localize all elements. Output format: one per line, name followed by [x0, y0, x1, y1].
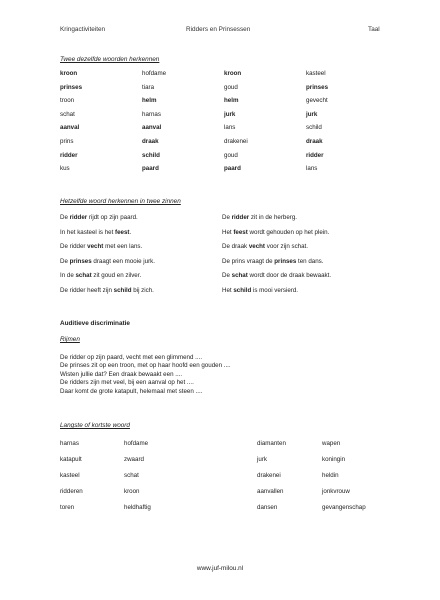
word-cell: drakenei [257, 472, 281, 479]
sentence-right [222, 214, 297, 222]
word-cell: draak [306, 138, 323, 145]
word-cell: paard [224, 165, 241, 173]
section1-title: Twee dezelfde woorden herkennen [60, 56, 160, 63]
rhyme-line: Wisten jullie dat? Een draak bewaakt een .... [60, 370, 183, 378]
sentence-text: wordt door de draak bewaakt. [247, 272, 332, 280]
sentence-text: In het kasteel is het [60, 228, 116, 236]
keyword: schild [113, 287, 132, 294]
header-center: Ridders en Prinsessen [186, 26, 251, 33]
sentence-right [222, 243, 308, 251]
word-cell: helm [142, 97, 157, 105]
rhyme-line: De prinses zit op een troon, met op haar hoofd een gouden .... [60, 362, 231, 370]
section3-subtitle: Rijmen [60, 336, 80, 343]
sentence-text: De [60, 257, 70, 265]
word-cell: schild [306, 124, 322, 132]
sentence-left [60, 287, 154, 295]
keyword: feest [115, 228, 130, 236]
word-cell: heldhaftig [124, 504, 151, 511]
keyword: schild [233, 287, 252, 294]
sentence-text: draagt een mooie jurk. [91, 257, 155, 265]
word-cell: toren [60, 504, 75, 511]
word-cell: kroon [60, 70, 78, 77]
rhyme-line: Daar komt de grote katapult, helemaal met steen .... [60, 387, 203, 395]
sentence-text: De ridder heeft zijn [60, 287, 114, 294]
word-cell: tiara [142, 83, 155, 91]
word-cell: gevangenschap [322, 504, 366, 511]
keyword: prinses [69, 257, 92, 265]
word-cell: jurk [257, 456, 267, 463]
section2-title: Hetzelfde woord herkennen in twee zinnen [60, 198, 181, 205]
sentence-text: rijdt op zijn paard. [87, 214, 138, 221]
word-cell: lans [306, 165, 318, 173]
word-cell: prins [60, 138, 74, 145]
word-cell: heldin [322, 472, 339, 479]
word-cell: jonkvrouw [322, 488, 350, 495]
word-cell: paard [142, 165, 159, 173]
sentence-left [60, 229, 131, 237]
word-cell: ridderen [60, 488, 83, 495]
keyword: feest [233, 228, 248, 236]
word-cell: ridder [60, 151, 78, 159]
sentence-text: Het [222, 287, 234, 294]
sentence-text: De ridder [60, 243, 88, 251]
sentence-right [222, 287, 298, 295]
word-cell: zwaard [124, 456, 144, 463]
sentence-text: De prins vraagt de [222, 257, 275, 265]
keyword: prinses [274, 257, 297, 265]
word-cell: katapult [60, 456, 82, 463]
word-cell: schild [142, 151, 160, 159]
keyword: vecht [87, 243, 104, 251]
sentence-text: zit goud en zilver. [91, 272, 142, 280]
sentence-text: wordt gehouden op het plein. [247, 228, 330, 236]
word-cell: helm [224, 97, 239, 105]
word-cell: ridder [306, 151, 324, 159]
word-cell: schat [124, 472, 139, 479]
sentence-left [60, 258, 155, 266]
word-cell: gevecht [306, 97, 328, 105]
sentence-text: zit in de herberg. [249, 214, 297, 221]
word-cell: diamanten [257, 440, 286, 447]
sentence-text: . [129, 228, 132, 236]
word-cell: kus [60, 165, 70, 173]
sentence-text: ten dans. [296, 257, 324, 265]
word-cell: goud [224, 83, 238, 91]
word-cell: wapen [322, 440, 341, 447]
word-cell: hofdame [124, 440, 149, 447]
sentence-text: De [60, 214, 70, 221]
word-cell: jurk [306, 110, 318, 118]
keyword: ridder [69, 214, 88, 221]
word-cell: prinses [60, 83, 83, 91]
sentence-right [222, 229, 329, 237]
sentence-text: De draak [222, 243, 249, 251]
word-cell: dansen [257, 504, 278, 511]
sentence-text: bij zich. [131, 287, 154, 294]
keyword: vecht [248, 243, 265, 251]
word-cell: kasteel [306, 70, 326, 77]
word-cell: aanval [142, 124, 162, 132]
word-cell: aanval [60, 124, 80, 132]
word-cell: kroon [124, 488, 140, 495]
word-cell: schat [60, 110, 75, 118]
section4-title: Langste of kortste woord [60, 422, 130, 429]
word-cell: harnas [142, 110, 161, 118]
word-cell: troon [60, 97, 75, 105]
word-cell: draak [142, 138, 159, 145]
word-cell: koningin [322, 456, 346, 463]
header-right: Taal [368, 26, 380, 33]
word-cell: kasteel [60, 472, 80, 479]
rhyme-line: De ridders zijn met veel, bij een aanval op het .... [60, 379, 194, 387]
word-cell: prinses [306, 83, 329, 91]
sentence-left [60, 214, 138, 222]
sentence-text: Het [222, 228, 234, 236]
sentence-text: met een lans. [103, 243, 143, 251]
word-cell: harnas [60, 440, 79, 447]
word-cell: kroon [224, 70, 242, 77]
word-cell: drakenei [224, 138, 248, 145]
keyword: schat [231, 272, 248, 280]
word-cell: hofdame [142, 70, 167, 77]
sentence-text: is mooi versierd. [251, 287, 299, 294]
word-cell: aanvallen [257, 488, 284, 495]
footer-url: www.juf-milou.nl [196, 565, 244, 572]
word-cell: jurk [224, 110, 236, 118]
sentence-text: voor zijn schat. [265, 243, 308, 251]
rhyme-line: De ridder op zijn paard, vecht met een glimmend .... [60, 354, 203, 361]
word-cell: lans [224, 124, 236, 132]
sentence-text: In de [60, 272, 76, 280]
sentence-left [60, 243, 142, 251]
sentence-right [222, 272, 331, 280]
section3-title: Auditieve discriminatie [60, 320, 130, 327]
sentence-left [60, 272, 141, 280]
keyword: ridder [231, 214, 250, 221]
header-left: Kringactiviteiten [60, 26, 106, 33]
word-cell: goud [224, 151, 238, 159]
sentence-text: De [222, 214, 232, 221]
keyword: schat [75, 272, 92, 280]
sentence-text: De [222, 272, 232, 280]
sentence-right [222, 258, 323, 266]
